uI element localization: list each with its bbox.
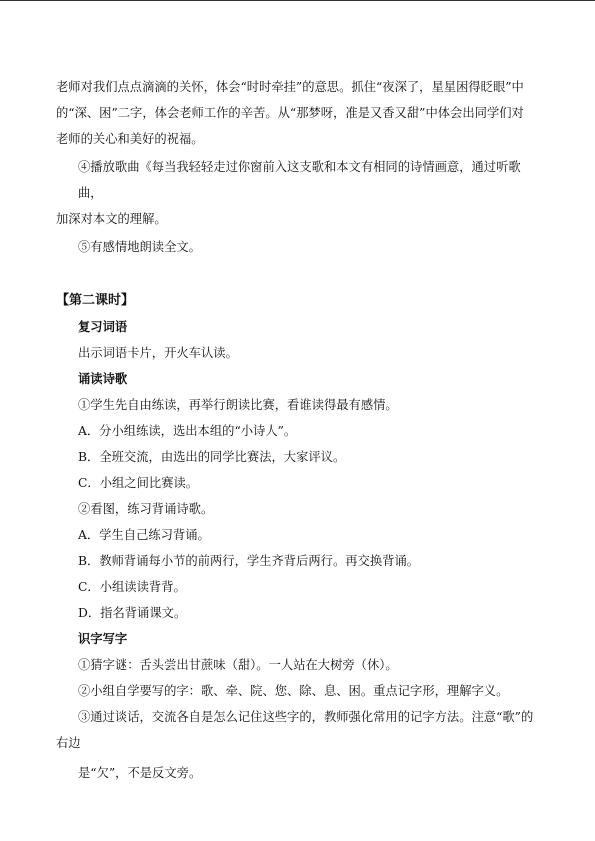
recite-item: D．指名背诵课文。	[78, 606, 187, 620]
recite-item: A．学生自己练习背诵。	[78, 528, 210, 542]
recite-item: C．小组读读背背。	[78, 580, 186, 594]
lesson-2-heading: 【第二课时】	[56, 293, 135, 308]
review-text: 出示词语卡片，开火车认读。	[78, 346, 238, 360]
recite-item: ②看图，练习背诵诗歌。	[78, 502, 214, 516]
step-5: ⑤有感情地朗读全文。	[78, 240, 201, 254]
recite-item: C．小组之间比赛读。	[78, 476, 199, 490]
literacy-item-3-line-3: 是“欠”，不是反文旁。	[78, 766, 202, 780]
literacy-item: ②小组自学要写的字：歌、牵、院、您、除、息、困。重点记字形，理解字义。	[78, 684, 509, 698]
literacy-item: ①猜字谜：舌头尝出甘蔗味（甜）。一人站在大树旁（休）。	[78, 658, 398, 672]
literacy-heading: 识字写字	[78, 632, 128, 646]
intro-line-3: 老师的关心和美好的祝福。	[56, 132, 204, 146]
recite-item: ①学生先自由练读，再举行朗读比赛，看谁读得最有感情。	[78, 398, 398, 412]
review-heading: 复习词语	[78, 320, 128, 334]
header-rule	[0, 0, 595, 1]
document-body	[56, 74, 538, 786]
intro-line-2: 的“深、困”二字，体会老师工作的辛苦。从“那梦呀，准是又香又甜”中体会出同学们对	[56, 106, 524, 120]
recite-item: B．教师背诵每小节的前两行，学生齐背后两行。再交换背诵。	[78, 554, 420, 568]
recite-item: A．分小组练读，选出本组的“小诗人”。	[78, 424, 297, 438]
step-4-line-2: 加深对本文的理解。	[56, 212, 167, 226]
intro-line-1: 老师对我们点点滴滴的关怀，体会“时时牵挂”的意思。抓住“夜深了，星星困得眨眼”中	[56, 80, 524, 94]
step-4-line-1: ④播放歌曲《每当我轻轻走过你窗前入这支歌和本文有相同的诗情画意，通过听歌曲，	[78, 160, 521, 200]
literacy-item-3-line-1: ③通过谈话，交流各自是怎么记住这些字的，教师强化常用的记字方法。注意“歌”的	[78, 710, 534, 724]
recite-item: B．全班交流，由选出的同学比赛法，大家评议。	[78, 450, 346, 464]
recite-heading: 诵读诗歌	[78, 372, 128, 386]
literacy-item-3-line-2: 右边	[56, 736, 81, 750]
